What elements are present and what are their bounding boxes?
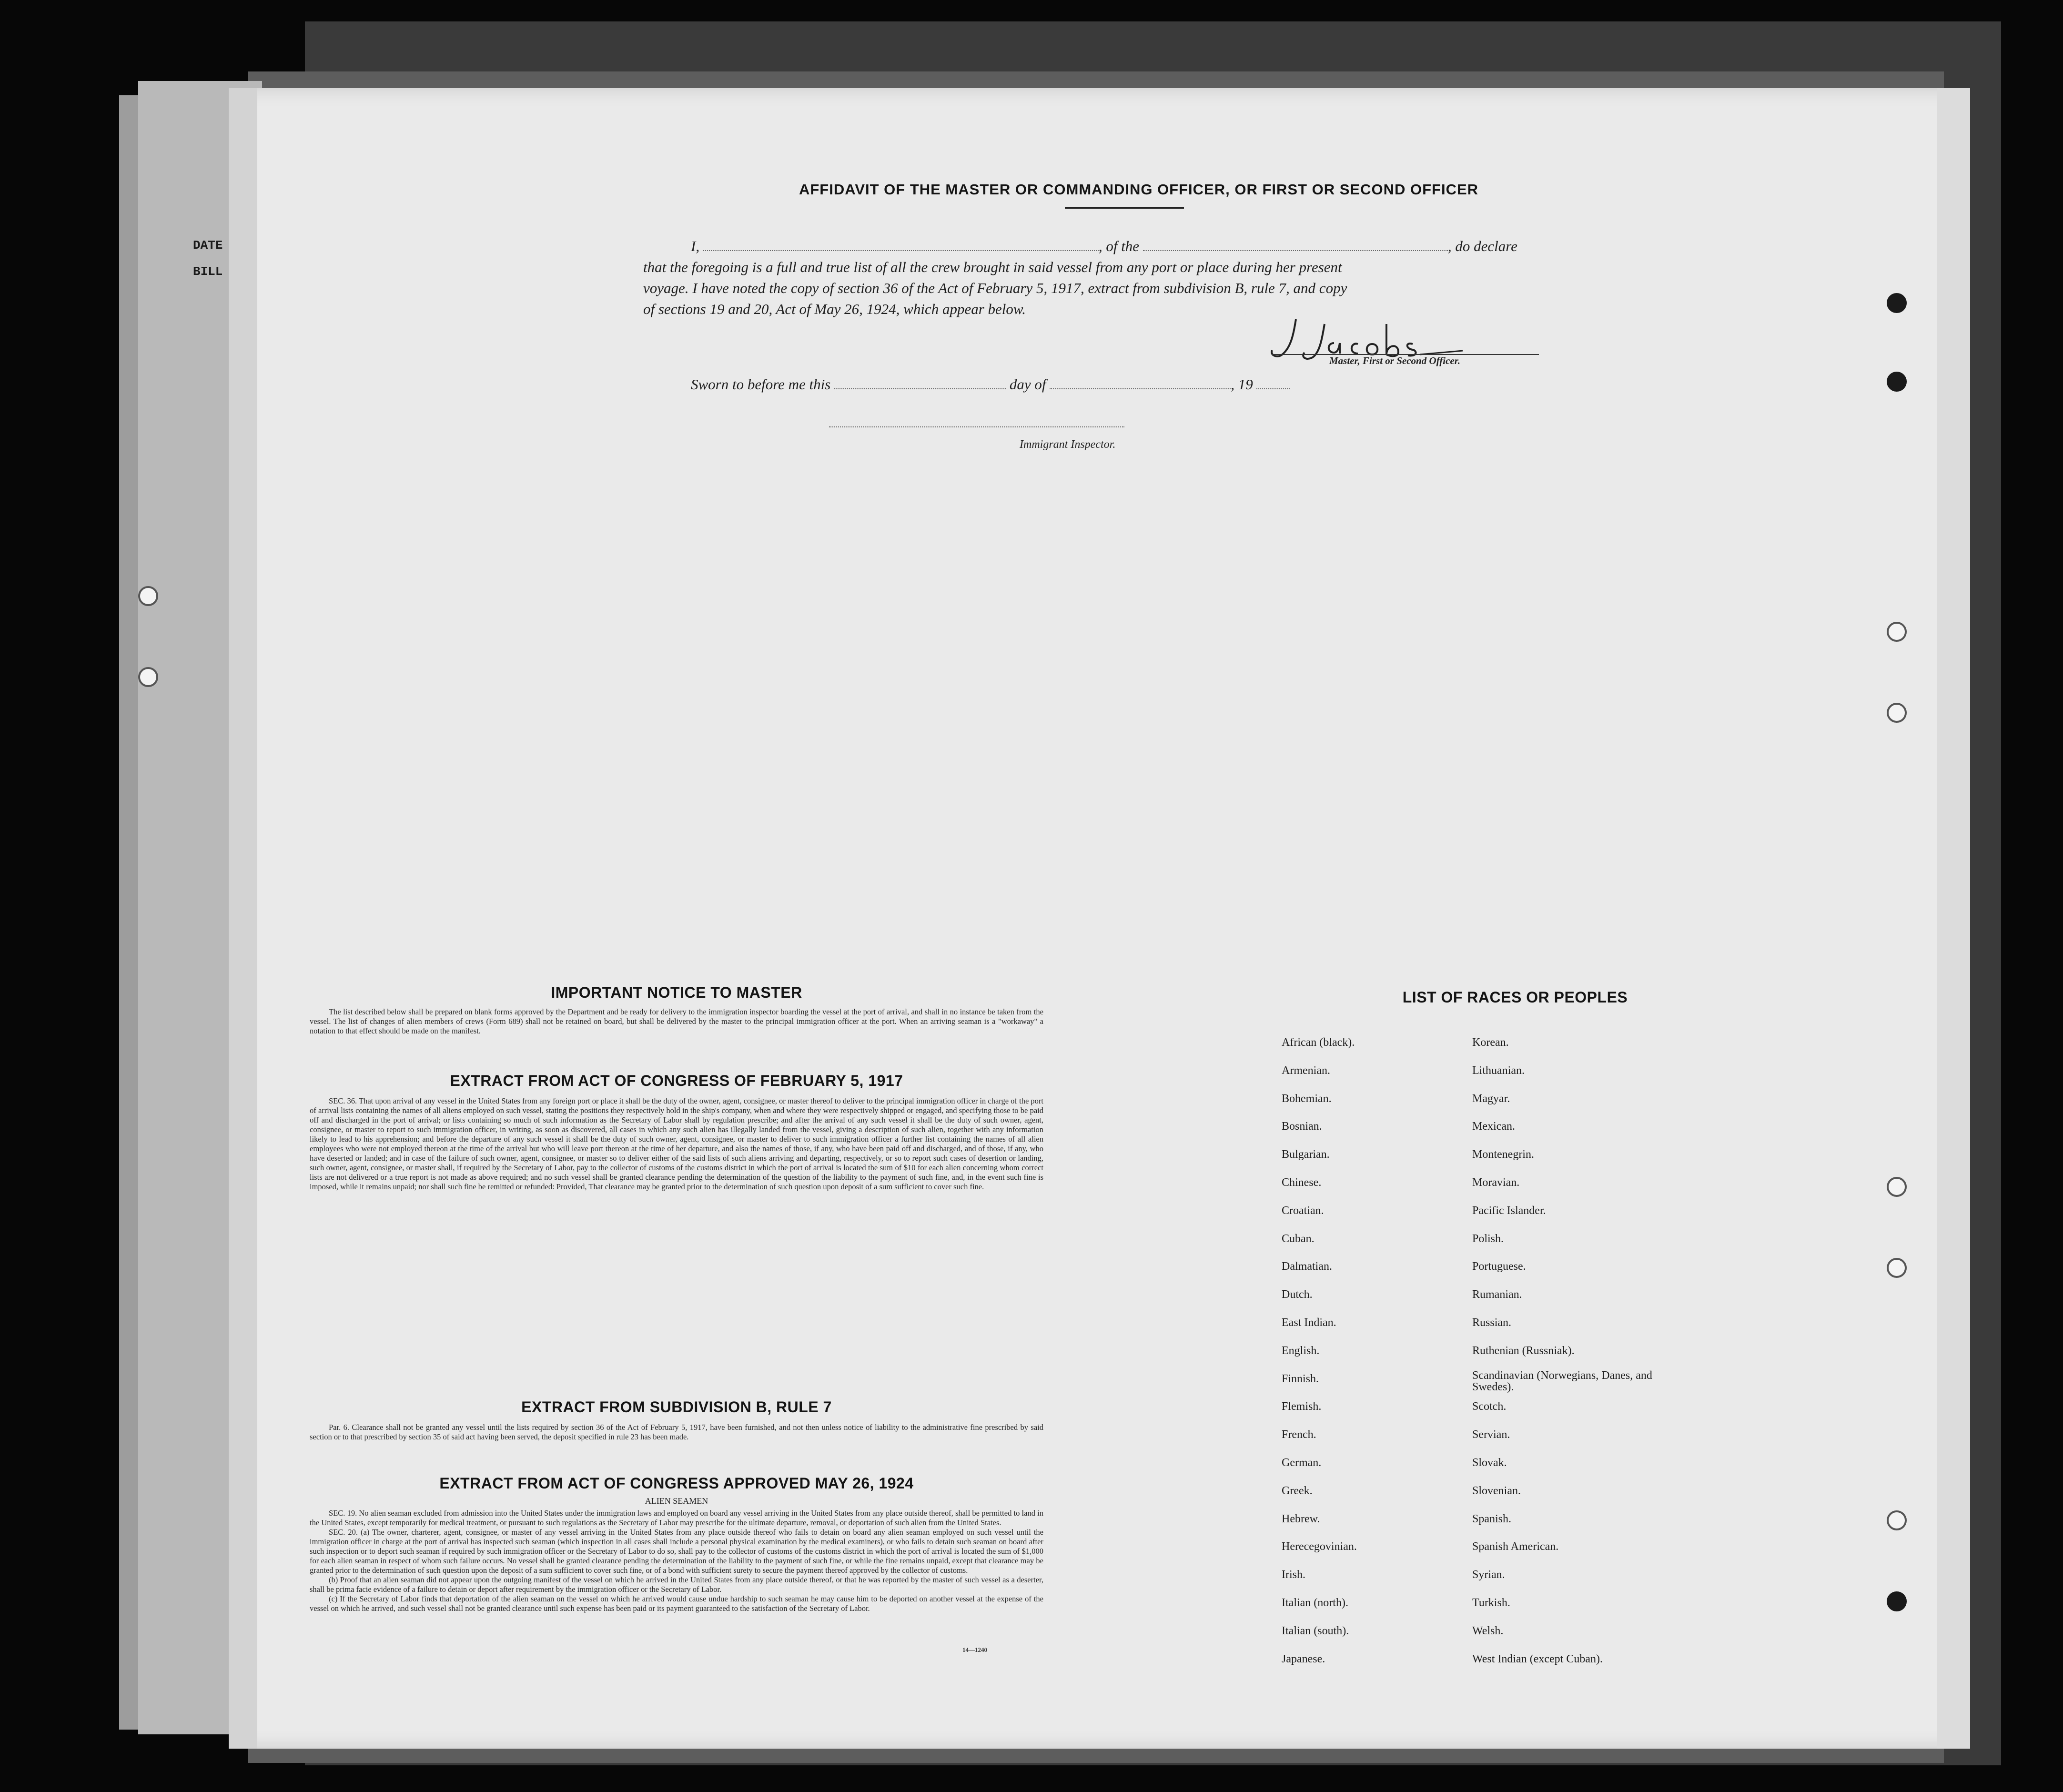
declaration-line-1 [691, 236, 1517, 257]
race-item: Bohemian. [1282, 1092, 1332, 1105]
name-field[interactable] [703, 239, 1099, 251]
race-item: Korean. [1472, 1036, 1509, 1049]
signature-caption: Master, First or Second Officer. [1329, 355, 1460, 366]
extract-rule7-text: Par. 6. Clearance shall not be granted any vessel until the lists required by section 36 of the Act of February 5, 1917, have been furnished, and not then unless notice of liability to the administrative fine prescribed by said section or to that prescribed by section 35 of said act having been served, the deposit specified in rule 23 has been made. [310, 1423, 1043, 1441]
race-item: Irish. [1282, 1569, 1305, 1581]
extract-1917-section [310, 1072, 1043, 1192]
inspector-caption: Immigrant Inspector. [1020, 438, 1116, 451]
race-item: Rumanian. [1472, 1288, 1522, 1301]
sworn-day-field[interactable] [834, 377, 1006, 389]
punch-hole [1887, 293, 1907, 313]
race-item: Slovenian. [1472, 1484, 1521, 1497]
race-item: Montenegrin. [1472, 1148, 1534, 1161]
extract-1917-text: SEC. 36. That upon arrival of any vessel in the United States from any foreign port or place it shall be the duty of the owner, agent, consignee, or master thereof to deliver to the principal immigration officer in charge of the port of arrival lists containing the names of all aliens employed on such vessel, stating the positions they respectively hold in the ship's company, when and where they were respectively shipped or engaged, and specifying those to be paid off and discharged in the port of arrival; or lists containing so much of such information as the Secretary of Labor shall by regulation prescribe; and after the arrival of any such vessel it shall be the duty of such owner, agent, consignee, or master to report to such immigration officer, in writing, as soon as discovered, all cases in which any such alien has illegally landed from the vessel, giving a description of such alien, together with any information likely to lead to his apprehension; and before the departure of any such vessel it shall be the duty of such owner, agent, consignee, or master to deliver to such immigration officer a further list containing the names of all alien employees who were not employed thereon at the time of the arrival but who will leave port thereon at the time of her departure, and also the names of those, if any, who have been paid off and discharged, and of those, if any, who have deserted or landed; and in case of the failure of such owner, agent, consignee, or master so to deliver either of the said lists of such aliens arriving and departing, respectively, or so to report such cases of desertion or landing, such owner, agent, consignee, or master shall, if required by the Secretary of Labor, pay to the collector of customs of the customs district in which the port of arrival is located the sum of $10 for each alien concerning whom correct lists are not delivered or a true report is not made as above required; and no such vessel shall be granted clearance pending the determination of the question of the liability to the payment of such fine, and, in the event such fine is imposed, while it remains unpaid; nor shall such fine be remitted or refunded: Provided, That clearance may be granted prior to the determination of such question upon deposit of a sum sufficient to cover such fine. [310, 1096, 1043, 1191]
extract-1924-title: EXTRACT FROM ACT OF CONGRESS APPROVED MAY 26, 1924 [439, 1475, 914, 1492]
notice-section [310, 984, 1043, 1036]
inspector-signature-line [829, 426, 1124, 427]
notice-title: IMPORTANT NOTICE TO MASTER [551, 984, 802, 1001]
punch-hole [1887, 703, 1907, 723]
race-item: Japanese. [1282, 1652, 1325, 1665]
sworn-month-field[interactable] [1050, 377, 1231, 389]
do-declare-label: , do declare [1447, 238, 1517, 254]
race-item: German. [1282, 1457, 1322, 1469]
race-item: French. [1282, 1428, 1316, 1441]
margin-date-mark: DATE [193, 238, 223, 253]
race-item: Chinese. [1282, 1176, 1322, 1189]
affidavit-title: AFFIDAVIT OF THE MASTER OR COMMANDING OFFICER, OR FIRST OR SECOND OFFICER [799, 181, 1479, 198]
race-item: Cuban. [1282, 1232, 1315, 1245]
sworn-label: Sworn to before me this [691, 376, 831, 393]
extract-1924-subtitle: ALIEN SEAMEN [645, 1496, 708, 1506]
race-item: Pacific Islander. [1472, 1204, 1546, 1217]
race-item: Scotch. [1472, 1400, 1507, 1413]
of-the-label: , of the [1098, 238, 1140, 254]
extract-1924-section [310, 1475, 1043, 1613]
extract-rule7-section [310, 1398, 1043, 1442]
race-item: Italian (north). [1282, 1597, 1348, 1609]
race-item: Mexican. [1472, 1120, 1515, 1133]
race-item: Finnish. [1282, 1372, 1319, 1385]
races-title: LIST OF RACES OR PEOPLES [1402, 989, 1628, 1006]
day-of-label: day of [1009, 376, 1046, 393]
race-item: Syrian. [1472, 1569, 1505, 1581]
race-item: Russian. [1472, 1316, 1512, 1329]
punch-hole [1887, 372, 1907, 392]
punch-hole [1887, 622, 1907, 642]
sworn-year-field[interactable] [1256, 377, 1290, 389]
race-item: Dalmatian. [1282, 1260, 1332, 1273]
margin-bill-mark: BILL [193, 264, 223, 279]
vessel-field[interactable] [1143, 239, 1448, 251]
race-item: English. [1282, 1344, 1320, 1357]
page-edge [1937, 88, 1970, 1749]
race-item: African (black). [1282, 1036, 1355, 1049]
race-item: Flemish. [1282, 1400, 1322, 1413]
race-item: Portuguese. [1472, 1260, 1526, 1273]
race-item: Spanish. [1472, 1512, 1512, 1525]
title-rule [1065, 207, 1184, 209]
extract-1917-title: EXTRACT FROM ACT OF CONGRESS OF FEBRUARY 5, 1917 [450, 1072, 903, 1089]
race-item: Bulgarian. [1282, 1148, 1330, 1161]
extract-1924-sec20c: (c) If the Secretary of Labor finds that deportation of the alien seaman on the vessel on which he arrived would cause undue hardship to such seaman he may cause him to be deported on another vessel at the expense of the vessel on which he arrived, and such vessel shall not be granted clearance until such expense has been paid or its payment guaranteed to the satisfaction of the Secretary of Labor. [310, 1594, 1043, 1613]
race-item: East Indian. [1282, 1316, 1336, 1329]
race-item: Herecegovinian. [1282, 1540, 1357, 1553]
race-item: Croatian. [1282, 1204, 1324, 1217]
declaration-line-4: of sections 19 and 20, Act of May 26, 1924, which appear below. [643, 301, 1026, 317]
race-item: Ruthenian (Russniak). [1472, 1344, 1575, 1357]
race-item: Spanish American. [1472, 1540, 1559, 1553]
extract-1924-sec20a: SEC. 20. (a) The owner, charterer, agent, consignee, or master of any vessel arriving in the United States from any place outside thereof who fails to detain on board any alien seaman employed on such vessel until the immigration officer in charge at the port of arrival has inspected such seaman (which inspection in all cases shall include a personal physical examination by the medical examiners), or who fails to detain such seaman on board after such inspection or to deport such seaman if required by such immigration officer or the Secretary of Labor to do so, shall pay to the collector of customs of the customs district in which the port of arrival is located the sum of $1,000 for each alien seaman in respect of whom such failure occurs. No vessel shall be granted clearance pending the determination of the liability to the payment of such fine, or while the fine remains unpaid, except that clearance may be granted prior to the determination of such question upon the deposit of a sum sufficient to cover such fine, or of a bond with sufficient surety to secure the payment thereof approved by the collector of customs. [310, 1528, 1043, 1575]
declaration-line-3: voyage. I have noted the copy of section 36 of the Act of February 5, 1917, extract from subdivision B, rule 7, and copy [643, 280, 1347, 296]
declaration-line-2: that the foregoing is a full and true list of all the crew brought in said vessel from any port or place during her present [643, 259, 1342, 275]
form-number: 14—1240 [962, 1646, 987, 1653]
extract-1924-sec19: SEC. 19. No alien seaman excluded from admission into the United States under the immigration laws and employed on board any vessel arriving in the United States from any place outside thereof, shall be permitted to land in the United States, except temporarily for medical treatment, or pursuant to such regulations as the Secretary of Labor may prescribe for the ultimate departure, removal, or deportation of such alien from the United States. [310, 1509, 1043, 1527]
binding-hole [138, 667, 158, 687]
punch-hole [1887, 1591, 1907, 1611]
race-item: Polish. [1472, 1232, 1504, 1245]
race-item: Hebrew. [1282, 1512, 1320, 1525]
race-item: Lithuanian. [1472, 1064, 1525, 1077]
notice-text: The list described below shall be prepared on blank forms approved by the Department and be ready for delivery to the immigration inspector boarding the vessel at the port of arrival, and shall in no instance be taken from the vessel. The list of changes of alien members of crews (Form 689) shall not be retained on board, but shall be delivered by the master to the principal immigration officer at the port. When an arriving seaman is a "workaway" a notation to that effect should be made on the manifest. [310, 1007, 1043, 1035]
extract-1924-sec20b: (b) Proof that an alien seaman did not appear upon the outgoing manifest of the vessel on which he arrived in the United States from any place outside thereof, or that he was reported by the master of such vessel as a deserter, shall be prima facie evidence of a failure to detain or deport after requirement by the immigration officer or the Secretary of Labor. [310, 1575, 1043, 1594]
race-item: Servian. [1472, 1428, 1510, 1441]
race-item: Dutch. [1282, 1288, 1313, 1301]
race-item: Slovak. [1472, 1457, 1507, 1469]
punch-hole [1887, 1510, 1907, 1530]
race-item: Turkish. [1472, 1597, 1510, 1609]
race-item: Scandinavian (Norwegians, Danes, and Swedes). [1472, 1369, 1652, 1393]
extract-rule7-title: EXTRACT FROM SUBDIVISION B, RULE 7 [521, 1398, 832, 1416]
page-edge [229, 88, 257, 1749]
sworn-line [691, 374, 1290, 395]
race-item: Bosnian. [1282, 1120, 1322, 1133]
year-prefix: , 19 [1231, 376, 1253, 393]
race-item: Magyar. [1472, 1092, 1510, 1105]
race-item: Italian (south). [1282, 1624, 1349, 1637]
race-item: Welsh. [1472, 1624, 1504, 1637]
punch-hole [1887, 1258, 1907, 1278]
race-item: West Indian (except Cuban). [1472, 1652, 1603, 1665]
race-item: Armenian. [1282, 1064, 1330, 1077]
binding-hole [138, 586, 158, 606]
race-item: Greek. [1282, 1484, 1313, 1497]
punch-hole [1887, 1177, 1907, 1197]
document-page [229, 88, 1970, 1749]
i-label: I, [691, 238, 700, 254]
race-item: Moravian. [1472, 1176, 1520, 1189]
